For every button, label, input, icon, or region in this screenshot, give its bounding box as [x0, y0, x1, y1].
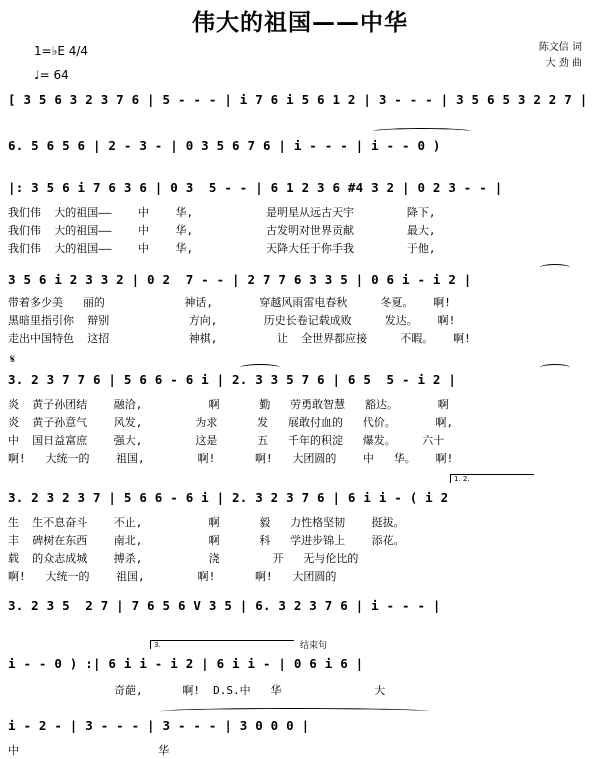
volta-bracket-3: 3.	[150, 640, 294, 649]
notation-row-5: 3. 2 3 7 7 6 | 5 6 6 - 6 i | 2. 3 3 5 7 6 | 6 5 5 - i 2 |	[8, 372, 457, 387]
lyric-line: 黑暗里指引你 辩别 方向, 历史长卷记载成败 发达。 啊!	[8, 314, 456, 327]
notation-row-1: [ 3 5 6 3 2 3 7 6 | 5 - - - | i 7 6 i 5 6 1 2 | 3 - - - | 3 5 6 5 3 2 2 7 |	[8, 92, 588, 107]
lyric-line: 带着多少美 丽的 神话, 穿越风雨雷电春秋 冬夏。 啊!	[8, 296, 451, 309]
notation-row-4: 3 5 6 i 2 3 3 2 | 0 2 7 - - | 2 7 7 6 3 3 5 | 0 6 i - i 2 |	[8, 272, 472, 287]
lyric-line: 丰 碑树在东西 南北, 啊 科 学进步锦上 添花。	[8, 534, 405, 547]
lyric-line: 走出中国特色 这招 神棋, 让 全世界都应接 不暇。 啊!	[8, 332, 471, 345]
lyric-line: 我们伟 大的祖国—— 中 华, 古发明对世界贡献 最大,	[8, 224, 436, 237]
lyric-line: 载 的众志成城 搏杀, 浇 开 无与伦比的	[8, 552, 359, 565]
volta-bracket-1-2: 1. 2.	[450, 474, 534, 483]
lyric-line: 中 国日益富庶 强大, 这是 五 千年的积淀 爆发。 六十	[8, 434, 445, 447]
slur-mark	[240, 364, 280, 371]
notation-row-3: |: 3 5 6 i 7 6 3 6 | 0 3 5 - - | 6 1 2 3 6 #4 3 2 | 0 2 3 - - |	[8, 180, 503, 195]
lyric-line: 啊! 大统一的 祖国, 啊! 啊! 大团圆的 中 华。 啊!	[8, 452, 454, 465]
lyric-line: 炎 黄子孙意气 风发, 为求 发 展敢付血的 代价。 啊,	[8, 416, 454, 429]
lyric-line: 生 生不息奋斗 不止, 啊 毅 力性格坚韧 挺拔。	[8, 516, 405, 529]
slur-mark	[540, 264, 570, 271]
key-signature: 1=♭E 4/4	[34, 44, 89, 58]
lyric-line: 我们伟 大的祖国—— 中 华, 是明星从远古天宇 降下,	[8, 206, 436, 219]
notation-row-7: 3. 2 3 5 2 7 | 7 6 5 6 V 3 5 | 6. 3 2 3 7 6 | i - - - |	[8, 598, 441, 613]
lyricist-credit: 陈文信 词	[538, 42, 582, 53]
tempo-marking: ♩= 64	[34, 68, 69, 82]
lyric-line: 啊! 大统一的 祖国, 啊! 啊! 大团圆的	[8, 570, 337, 583]
lyric-line: 我们伟 大的祖国—— 中 华, 天降大任于你手我 于他,	[8, 242, 436, 255]
composer-credit: 大 劲 曲	[545, 58, 582, 69]
slur-mark	[540, 364, 570, 371]
notation-row-9: i - 2 - | 3 - - - | 3 - - - | 3 0 0 0 |	[8, 718, 310, 733]
notation-row-6: 3. 2 3 2 3 7 | 5 6 6 - 6 i | 2. 3 2 3 7 6 | 6 i i - ( i 2	[8, 490, 449, 505]
lyric-line: 奇葩, 啊! D.S.中 华 大	[8, 684, 386, 697]
slur-mark	[160, 708, 430, 715]
lyric-line: 中 华	[8, 744, 170, 757]
page-title: 伟大的祖国——中华	[192, 10, 408, 36]
notation-row-2: 6. 5 6 5 6 | 2 - 3 - | 0 3 5 6 7 6 | i - - - | i - - 0 )	[8, 138, 441, 153]
fine-marking: 结束句	[300, 641, 328, 651]
lyric-line: 炎 黄子孙团结 融洽, 啊 勤 劳勇敢智慧 豁达。 啊	[8, 398, 449, 411]
notation-row-8: i - - 0 ) :| 6 i i - i 2 | 6 i i - | 0 6 i 6 |	[8, 656, 364, 671]
segno-mark: 𝄋	[10, 352, 16, 366]
slur-mark	[372, 128, 472, 135]
